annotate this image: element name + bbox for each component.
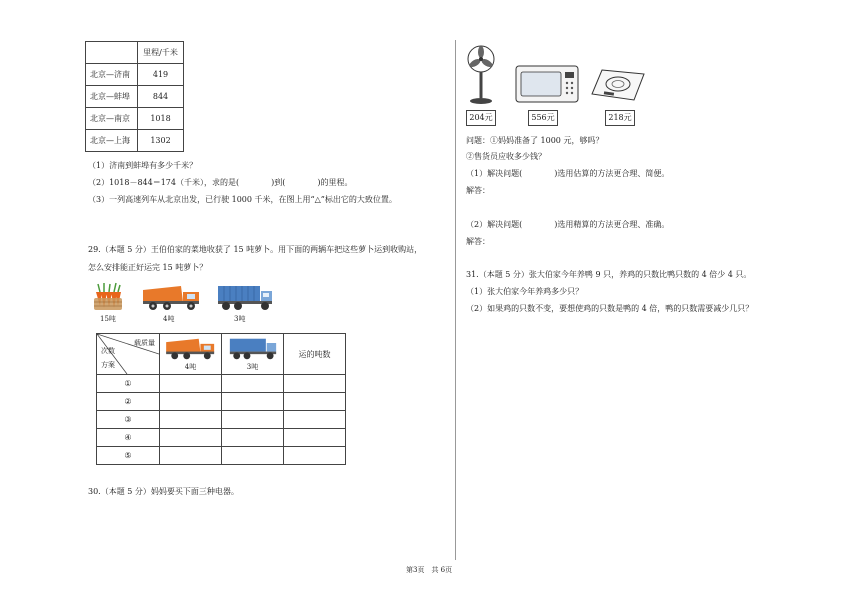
answer-cell[interactable] bbox=[284, 447, 346, 465]
q28-part2: （2）1018－844＝174（千米），求的是( )到( )的里程。 bbox=[88, 178, 353, 187]
q31-part1: （1）张大伯家今年养鸡多少只？ bbox=[466, 287, 584, 296]
route-cell: 北京—济南 bbox=[86, 64, 138, 86]
truck2-header bbox=[222, 334, 284, 375]
scheme-table bbox=[96, 333, 346, 465]
km-cell: 844 bbox=[138, 86, 184, 108]
answer-cell[interactable] bbox=[222, 411, 284, 429]
q29-line1: 29.（本题 5 分）王伯伯家的菜地收获了 15 吨萝卜。用下面的两辆车把这些萝卜运到收购站， bbox=[88, 245, 423, 254]
truck1-header bbox=[160, 334, 222, 375]
distance-table bbox=[85, 41, 184, 152]
induction-cooker-price: 218元 bbox=[605, 110, 635, 126]
q30-line1: 30.（本题 5 分）妈妈要买下面三种电器。 bbox=[88, 487, 239, 496]
answer-cell[interactable] bbox=[160, 375, 222, 393]
answer-cell[interactable] bbox=[222, 429, 284, 447]
q30-problem2: ②售货员应收多少钱？ bbox=[466, 152, 546, 161]
plan-number: ① bbox=[97, 375, 160, 393]
q30-sub2: （2）解决问题( )选用精算的方法更合理、准确。 bbox=[466, 220, 670, 229]
dump-truck-image bbox=[141, 284, 203, 312]
diag-load-label: 载质量 bbox=[134, 339, 155, 347]
answer-cell[interactable] bbox=[284, 411, 346, 429]
q31-part2: （2）如果鸡的只数不变，要想使鸡的只数是鸭的 4 倍，鸭的只数需要减少几只？ bbox=[466, 304, 754, 313]
container-truck-icon bbox=[227, 337, 279, 361]
answer-cell[interactable] bbox=[284, 429, 346, 447]
q29-line2: 怎么安排能正好运完 15 吨萝卜？ bbox=[88, 263, 208, 272]
microwave-price: 556元 bbox=[528, 110, 558, 126]
plan-number: ④ bbox=[97, 429, 160, 447]
container-truck-image bbox=[216, 284, 274, 312]
answer-cell[interactable] bbox=[222, 393, 284, 411]
km-cell: 1018 bbox=[138, 108, 184, 130]
page-footer: 第3页 共 6页 bbox=[406, 566, 453, 574]
plan-number: ② bbox=[97, 393, 160, 411]
table-header-km: 里程/千米 bbox=[138, 42, 184, 64]
plan-number: ⑤ bbox=[97, 447, 160, 465]
route-cell: 北京—蚌埠 bbox=[86, 86, 138, 108]
carrot-label: 15吨 bbox=[100, 315, 116, 323]
fan-image bbox=[466, 44, 496, 106]
q28-part3: （3）一列高速列车从北京出发，已行驶 1000 千米，在图上用“△”标出它的大致位置。 bbox=[88, 195, 397, 204]
answer-cell[interactable] bbox=[222, 447, 284, 465]
diag-count-label: 次数 bbox=[101, 347, 115, 355]
fan-price: 204元 bbox=[466, 110, 496, 126]
plan-number: ③ bbox=[97, 411, 160, 429]
q30-answer1-label: 解答： bbox=[466, 186, 490, 195]
answer-cell[interactable] bbox=[160, 411, 222, 429]
q30-answer2-label: 解答： bbox=[466, 237, 490, 246]
answer-cell[interactable] bbox=[284, 375, 346, 393]
microwave-image bbox=[514, 64, 580, 104]
km-cell: 419 bbox=[138, 64, 184, 86]
dump-truck-label: 4吨 bbox=[163, 315, 175, 323]
route-cell: 北京—上海 bbox=[86, 130, 138, 152]
km-cell: 1302 bbox=[138, 130, 184, 152]
q31-line1: 31.（本题 5 分）张大伯家今年养鸭 9 只，养鸡的只数比鸭只数的 4 倍少 4 只。 bbox=[466, 270, 752, 279]
q30-problem1: 问题：①妈妈准备了 1000 元，够吗？ bbox=[466, 136, 604, 145]
table-header-empty bbox=[86, 42, 138, 64]
answer-cell[interactable] bbox=[160, 393, 222, 411]
column-divider bbox=[455, 40, 456, 560]
answer-cell[interactable] bbox=[222, 375, 284, 393]
q28-part1: （1）济南到蚌埠有多少千米？ bbox=[88, 161, 198, 170]
carrot-basket-image bbox=[90, 282, 126, 312]
container-truck-label: 3吨 bbox=[234, 315, 246, 323]
q30-sub1: （1）解决问题( )选用估算的方法更合理、简便。 bbox=[466, 169, 670, 178]
answer-cell[interactable] bbox=[160, 447, 222, 465]
dump-truck-icon bbox=[164, 337, 218, 361]
total-header: 运的吨数 bbox=[284, 334, 346, 375]
truck2-header-label: 3吨 bbox=[246, 363, 259, 371]
route-cell: 北京—南京 bbox=[86, 108, 138, 130]
diagonal-header-cell bbox=[97, 334, 160, 375]
diag-plan-label: 方案 bbox=[101, 361, 115, 369]
answer-cell[interactable] bbox=[160, 429, 222, 447]
induction-cooker-image bbox=[590, 66, 646, 104]
answer-cell[interactable] bbox=[284, 393, 346, 411]
truck1-header-label: 4吨 bbox=[184, 363, 197, 371]
